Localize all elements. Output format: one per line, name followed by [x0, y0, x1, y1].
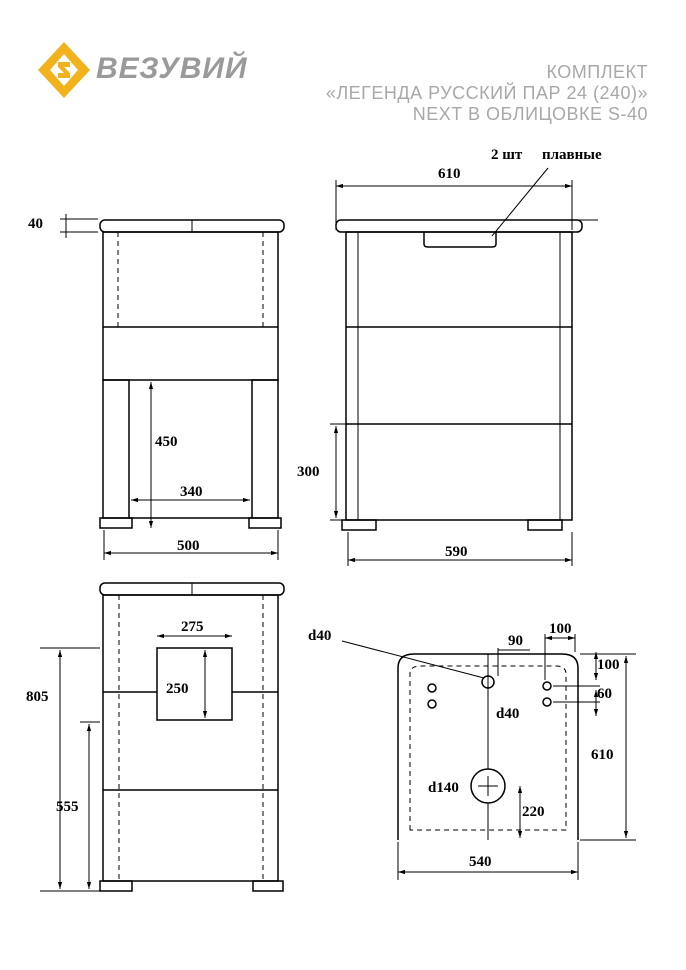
label-d140: d140 [428, 780, 459, 796]
note-quantity: 2 шт [491, 147, 523, 163]
dim-540: 540 [469, 854, 492, 870]
dim-window-275: 275 [181, 619, 204, 635]
dim-side-300: 300 [297, 464, 320, 480]
dim-90: 90 [508, 633, 523, 649]
dim-opening-340: 340 [180, 484, 203, 500]
side-top-slab [336, 220, 582, 232]
brand-name: ВЕЗУВИЙ [96, 52, 248, 85]
side-body [346, 232, 572, 520]
dim-610: 610 [591, 747, 614, 763]
dim-100-right: 100 [597, 657, 620, 673]
dim-100-top: 100 [549, 621, 572, 637]
front-leg-left [103, 380, 129, 518]
note-plavnye: плавные [542, 147, 602, 163]
label-d40-top: d40 [308, 628, 332, 644]
title-line-3: NEXT В ОБЛИЦОВКЕ S-40 [412, 104, 648, 124]
title-line-1: КОМПЛЕКТ [546, 62, 648, 82]
rear-body [103, 595, 278, 881]
dim-top-40: 40 [28, 216, 43, 232]
rear-view [40, 583, 284, 891]
dim-805: 805 [26, 689, 49, 705]
dim-555: 555 [56, 799, 79, 815]
front-view [60, 214, 284, 560]
dim-220: 220 [522, 804, 545, 820]
title-line-2: «ЛЕГЕНДА РУССКИЙ ПАР 24 (240)» [325, 83, 648, 103]
dim-side-590: 590 [445, 544, 468, 560]
front-leg-right [252, 380, 278, 518]
side-handle [424, 232, 496, 247]
dim-width-500: 500 [177, 538, 200, 554]
front-body [103, 232, 278, 380]
label-d40-lower: d40 [496, 706, 520, 722]
dim-60: 60 [597, 686, 612, 702]
dim-side-top-610: 610 [438, 166, 461, 182]
dim-leg-450: 450 [155, 434, 178, 450]
dim-window-250: 250 [166, 681, 189, 697]
side-view [330, 168, 598, 566]
